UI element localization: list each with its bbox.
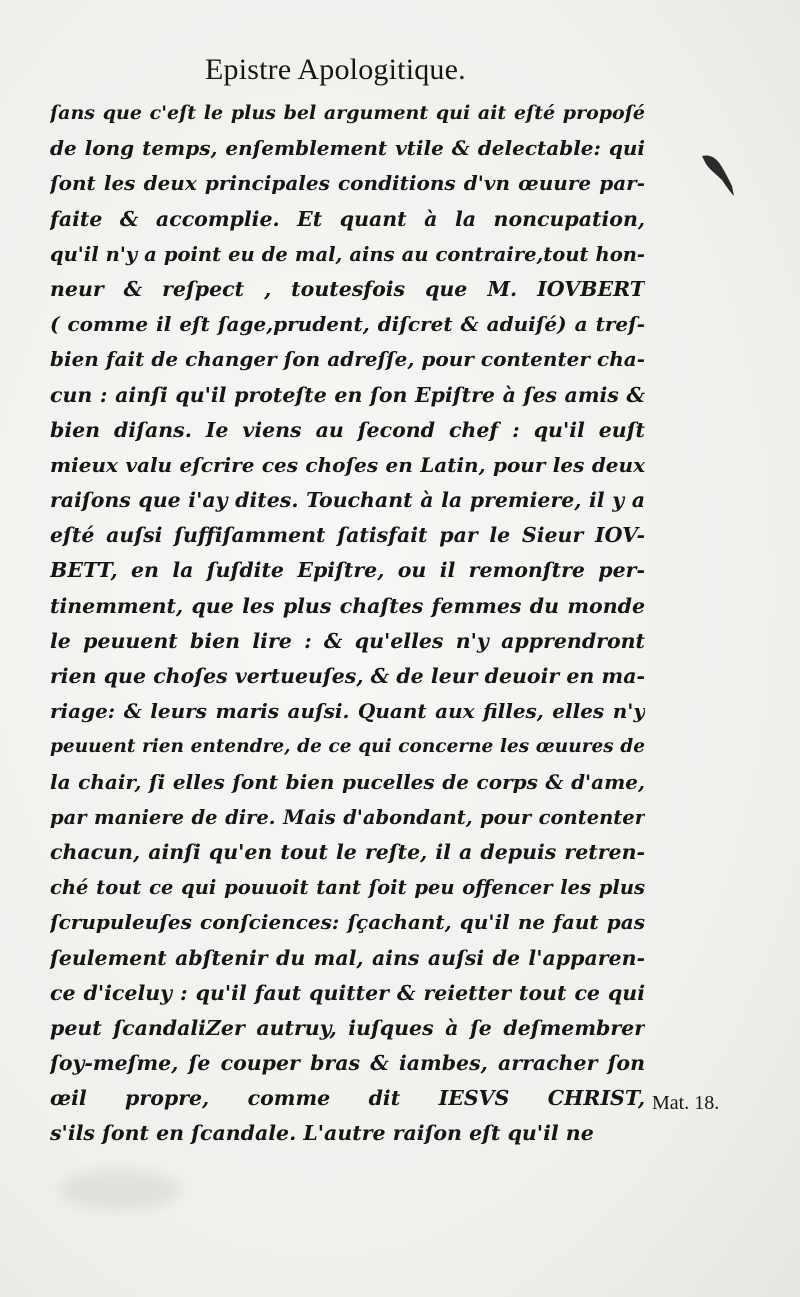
running-head: Epistre Apologitique.: [205, 53, 466, 86]
text-line: riage: & leurs maris auſsi. Quant aux filles, elles n'y: [50, 699, 645, 724]
text-line: la chair, ſi elles ſont bien pucelles de corps & d'ame,: [50, 769, 645, 794]
body-text: [50, 96, 645, 1152]
text-line: qu'il n'y a point eu de mal, ains au contraire,tout hon-: [50, 242, 645, 266]
text-line: rien que choſes vertueuſes, & de leur deuoir en ma-: [50, 664, 645, 688]
text-line: BETT, en la ſuſdite Epiſtre, ou il remonſtre per-: [50, 558, 645, 583]
text-line: de long temps, enſemblement vtile & delectable: qui: [50, 136, 645, 161]
text-line: le peuuent bien lire : & qu'elles n'y apprendront: [50, 628, 645, 653]
text-line: eſté auſsi ſuffiſamment ſatisfait par le Sieur IOV-: [50, 523, 645, 548]
text-line: s'ils ſont en ſcandale. L'autre raiſon eſt qu'il ne: [50, 1121, 594, 1146]
text-line: peuuent rien entendre, de ce qui concerne les œuures de: [50, 736, 645, 758]
text-line: neur & reſpect , toutesfois que M. IOVBERT: [50, 276, 645, 301]
text-line: ſont les deux principales conditions d'vn œuure par-: [50, 171, 645, 196]
text-line: faite & accomplie. Et quant à la noncupation,: [50, 206, 645, 231]
text-line: ( comme il eſt ſage,prudent, diſcret & aduiſé) a treſ-: [50, 312, 645, 337]
text-line: tinemment, que les plus chaſtes femmes du monde: [50, 593, 645, 618]
text-line: ſoy-meſme, ſe couper bras & iambes, arracher ſon: [50, 1051, 645, 1076]
text-line: ſcrupuleuſes conſciences: ſçachant, qu'il ne faut pas: [50, 910, 645, 935]
text-line: par maniere de dire. Mais d'abondant, pour contenter: [50, 805, 645, 829]
text-line: œil propre, comme dit IESVS CHRIST,: [50, 1086, 645, 1111]
text-line: raiſons que i'ay dites. Touchant à la premiere, il y a: [50, 488, 645, 513]
paper-stain: [60, 1170, 180, 1210]
text-line: ſans que c'eſt le plus bel argument qui ait eſté propoſé: [50, 102, 645, 124]
ink-smudge-icon: [700, 152, 736, 200]
text-line: ché tout ce qui pouuoit tant ſoit peu offencer les plus: [50, 876, 645, 900]
text-line: cun : ainſi qu'il proteſte en ſon Epiſtre à ſes amis &: [50, 382, 645, 407]
text-line: chacun, ainſi qu'en tout le reſte, il a depuis retren-: [50, 839, 645, 864]
text-line: ſeulement abſtenir du mal, ains auſsi de l'apparen-: [50, 945, 645, 970]
text-line: mieux valu eſcrire ces choſes en Latin, pour les deux: [50, 452, 645, 477]
text-line: bien diſans. Ie viens au ſecond chef : qu'il euſt: [50, 417, 645, 442]
text-line: peut ſcandaliZer autruy, iuſques à ſe deſmembrer: [50, 1015, 645, 1040]
text-line: ce d'iceluy : qu'il faut quitter & reietter tout ce qui: [50, 980, 645, 1005]
text-line: bien fait de changer ſon adreſſe, pour contenter cha-: [50, 347, 645, 372]
marginal-note: Mat. 18.: [652, 1092, 720, 1114]
